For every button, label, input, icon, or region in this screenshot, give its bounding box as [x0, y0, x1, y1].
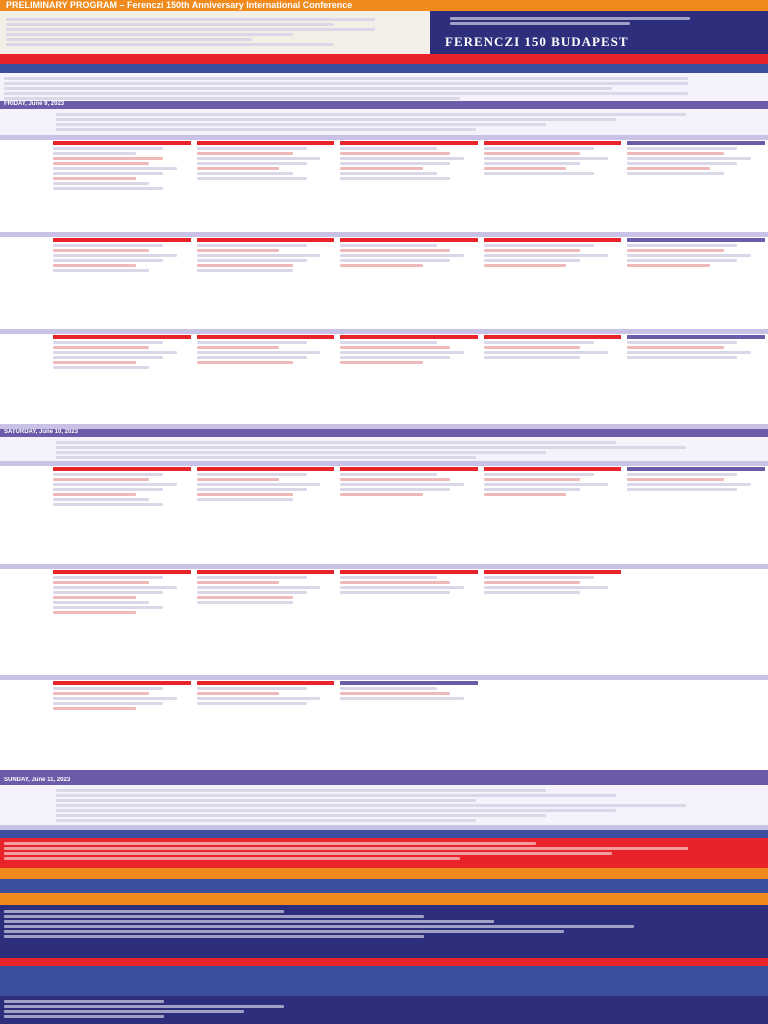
panel-3: [337, 334, 481, 424]
panel-3: [337, 466, 481, 564]
hotel-accommodation-block: [0, 966, 768, 996]
additional-events-block: [0, 879, 768, 893]
panel-3: [337, 140, 481, 232]
day-header-sunday: [0, 777, 768, 785]
exhibition-strip: [0, 893, 768, 905]
panel-4: [481, 334, 625, 424]
program-committee-block: [0, 838, 768, 868]
panel-2: [194, 237, 338, 329]
friday-panels-1: [0, 140, 768, 232]
panel-5: [624, 237, 768, 329]
panel-1: [50, 334, 194, 424]
sunday-sessions: [0, 785, 768, 825]
header-intro-panel: [0, 11, 430, 54]
goals-text-placeholder: [4, 75, 764, 102]
program-title: PRELIMINARY PROGRAM – Ferenczi 150th Anniversary International Conference: [6, 0, 353, 10]
program-header: [0, 11, 768, 54]
panel-3: [337, 237, 481, 329]
header-subtitle-placeholder: [450, 15, 750, 27]
panel-4: [481, 237, 625, 329]
panel-2: [194, 680, 338, 770]
day-header-friday: [0, 101, 768, 109]
panel-1: [50, 569, 194, 675]
panel-3: [337, 569, 481, 675]
advisory-board-strip: [0, 830, 768, 838]
session-time: [0, 334, 50, 424]
panel-4: [481, 569, 625, 675]
supporters-strip: [0, 868, 768, 879]
panel-1: [50, 140, 194, 232]
day-label: FRIDAY, June 9, 2023: [4, 101, 65, 107]
venue-strip: [0, 64, 768, 73]
call-for-papers-strip: [0, 958, 768, 966]
panel-2: [194, 466, 338, 564]
session-time: [0, 466, 50, 564]
saturday-panels-1: [0, 466, 768, 564]
saturday-panels-3: [0, 680, 768, 770]
panel-2: [194, 569, 338, 675]
panel-1: [50, 237, 194, 329]
day-label: SUNDAY, June 11, 2023: [4, 777, 71, 783]
panel-2: [194, 140, 338, 232]
panel-5: [624, 334, 768, 424]
panel-5: [624, 140, 768, 232]
session-time: [0, 680, 50, 770]
plenary-session-saturday: [0, 437, 768, 461]
conference-goals-block: [0, 73, 768, 101]
panel-5: [624, 466, 768, 564]
panel-1: [50, 466, 194, 564]
panel-4: [481, 466, 625, 564]
session-time: [0, 569, 50, 675]
panel-3: [337, 680, 481, 770]
session-time: [0, 237, 50, 329]
friday-panels-3: [0, 334, 768, 424]
opening-block: [0, 109, 768, 135]
program-banner: [0, 0, 768, 11]
day-header-saturday: [0, 429, 768, 437]
contact-block: [0, 996, 768, 1024]
panel-1: [50, 680, 194, 770]
panel-4: [481, 140, 625, 232]
panel-2: [194, 334, 338, 424]
organizer-strip: [0, 54, 768, 64]
garden-party-strip: [0, 770, 768, 777]
registration-fees-block: [0, 905, 768, 958]
day-label: SATURDAY, June 10, 2023: [4, 429, 79, 435]
saturday-panels-2: [0, 569, 768, 675]
header-text-placeholder: [6, 16, 416, 48]
session-time: [0, 140, 50, 232]
conference-logo: FERENCZI 150 BUDAPEST: [445, 35, 629, 49]
sunday-text-placeholder: [56, 787, 756, 824]
friday-panels-2: [0, 237, 768, 329]
